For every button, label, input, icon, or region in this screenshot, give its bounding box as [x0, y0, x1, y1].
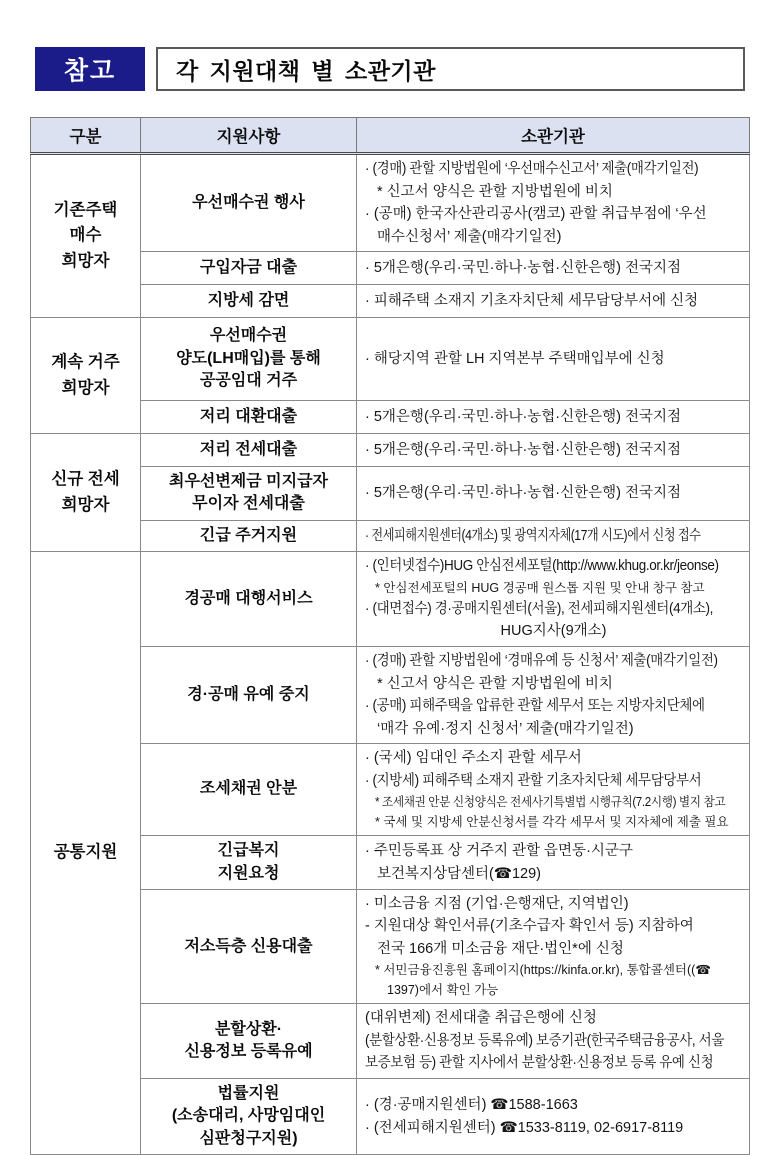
agency-line: · 피해주택 소재지 기초자치단체 세무담당부서에 신청 — [365, 292, 699, 309]
agency-line: 보건복지상담센터(☎129) — [377, 865, 541, 882]
support-cell — [141, 552, 357, 647]
agency-cell — [357, 401, 750, 434]
support-line: 우선매수권 — [209, 327, 288, 345]
agency-line: * 서민금융진흥원 홈페이지(https://kinfa.or.kr), 통합콜센터((☎ — [375, 963, 711, 978]
support-line: 우선매수권 행사 — [192, 193, 305, 211]
support-line: 조세채권 안분 — [199, 780, 298, 798]
page-header — [35, 47, 745, 91]
table-row — [31, 552, 750, 647]
agency-line: 매수신청서’ 제출(매각기일전) — [377, 228, 562, 245]
agency-cell — [357, 647, 750, 744]
agency-cell — [357, 318, 750, 401]
support-cell — [141, 401, 357, 434]
support-cell — [141, 285, 357, 318]
agency-line — [363, 1030, 744, 1053]
col-header-agency: 소관기관 — [357, 118, 750, 154]
agency-line: · 5개은행(우리·국민·하나·농협·신한은행) 전국지점 — [365, 441, 682, 458]
support-line: 긴급 주거지원 — [199, 526, 298, 544]
category-cell — [31, 318, 141, 434]
support-cell — [141, 318, 357, 401]
agency-cell — [357, 889, 750, 1004]
agency-line-text: * 조세채권 안분 신청양식은 전세사기특별법 시행규칙(7.2시행) 별지 참고 — [375, 795, 726, 810]
support-line: 구입자금 대출 — [199, 258, 298, 276]
support-line: 경공매 대행서비스 — [184, 589, 313, 607]
category-line: 계속 거주 — [51, 352, 120, 371]
agency-cell — [357, 434, 750, 467]
agency-line: · 미소금융 지점 (기업·은행재단, 지역법인) — [365, 895, 629, 912]
category-cell — [31, 552, 141, 1155]
support-cell — [141, 434, 357, 467]
agency-line-text: · (공매) 피해주택을 압류한 관할 세무서 또는 지방자치단체에 — [365, 698, 705, 715]
support-line: 양도(LH매입)를 통해 — [176, 349, 321, 367]
agency-line: · (전세피해지원센터) ☎1533-8119, 02-6917-8119 — [365, 1119, 684, 1136]
category-cell — [31, 154, 141, 318]
support-cell — [141, 889, 357, 1004]
agency-line-text: (분할상환·신용정보 등록유예) 보증기관(한국주택금융공사, 서울 — [365, 1032, 724, 1049]
agency-line: * 안심전세포털의 HUG 경공매 원스톱 지원 및 안내 창구 참고 — [375, 580, 705, 595]
support-cell — [141, 744, 357, 836]
support-cell — [141, 520, 357, 551]
category-line: 희망자 — [61, 251, 110, 270]
agency-line: * 국세 및 지방세 안분신청서를 각각 세무서 및 지자체에 제출 필요 — [375, 815, 729, 830]
agency-cell — [357, 744, 750, 836]
agency-line — [363, 1052, 744, 1075]
agency-line: · 5개은행(우리·국민·하나·농협·신한은행) 전국지점 — [365, 408, 682, 425]
agency-line: - 지원대상 확인서류(기초수급자 확인서 등) 지참하여 — [365, 918, 694, 935]
agency-cell — [357, 154, 750, 252]
agency-line: ‘매각 유예·정지 신청서’ 제출(매각기일전) — [377, 720, 634, 737]
category-line: 매수 — [69, 226, 102, 245]
agency-table — [30, 117, 750, 1155]
table-row — [31, 154, 750, 252]
agency-cell — [357, 1004, 750, 1079]
table-header — [31, 118, 750, 154]
support-cell — [141, 467, 357, 521]
header-row — [31, 118, 750, 154]
reference-badge: 참고 — [35, 47, 145, 91]
agency-line: * 신고서 양식은 관할 지방법원에 비치 — [377, 675, 613, 692]
col-header-support: 지원사항 — [141, 118, 357, 154]
page-title: 각 지원대책 별 소관기관 — [156, 47, 745, 91]
agency-line: HUG지사(9개소) — [500, 623, 607, 640]
support-line: 긴급복지 — [217, 842, 280, 860]
table-row — [31, 318, 750, 401]
agency-line — [363, 525, 744, 548]
agency-line — [363, 598, 744, 621]
agency-cell — [357, 285, 750, 318]
agency-line: · 5개은행(우리·국민·하나·농협·신한은행) 전국지점 — [365, 259, 682, 276]
support-line: 법률지원 — [217, 1084, 280, 1102]
support-line: 지원요청 — [217, 864, 280, 882]
category-cell — [31, 434, 141, 552]
agency-cell — [357, 520, 750, 551]
support-line: 지방세 감면 — [207, 291, 290, 309]
support-cell — [141, 1004, 357, 1079]
agency-line: · 주민등록표 상 거주지 관할 읍면동·시군구 — [365, 843, 633, 860]
col-header-category: 구분 — [31, 118, 141, 154]
agency-line-text: · (지방세) 피해주택 소재지 관할 기초자치단체 세무담당부서 — [365, 772, 702, 789]
agency-line: · 해당지역 관할 LH 지역본부 주택매입부에 신청 — [365, 350, 665, 367]
support-line: 최우선변제금 미지급자 — [168, 473, 328, 490]
agency-line-text: · (경매) 관할 지방법원에 ‘우선매수신고서’ 제출(매각기일전) — [365, 161, 699, 177]
agency-line: * 신고서 양식은 관할 지방법원에 비치 — [377, 183, 613, 200]
agency-line — [363, 792, 744, 812]
category-line: 공통지원 — [53, 843, 118, 862]
category-line: 신규 전세 — [51, 470, 120, 489]
category-line: 희망자 — [61, 495, 110, 514]
support-line: 심판청구지원) — [199, 1129, 298, 1147]
support-cell — [141, 154, 357, 252]
agency-line-text: · (대면접수) 경·공매지원센터(서울), 전세피해지원센터(4개소), — [365, 600, 714, 617]
agency-line — [363, 555, 744, 578]
support-line: 신용정보 등록유예 — [184, 1043, 313, 1061]
agency-line — [363, 158, 744, 181]
agency-line-text: · (경매) 관할 지방법원에 ‘경매유예 등 신청서’ 제출(매각기일전) — [365, 653, 718, 670]
agency-line: 전국 166개 미소금융 재단·법인*에 신청 — [377, 940, 624, 957]
agency-line — [363, 650, 744, 673]
agency-line-text: 보증보험 등) 관할 지사에서 분할상환·신용정보 등록 유예 신청 — [365, 1055, 714, 1072]
support-cell — [141, 252, 357, 285]
table-row — [31, 434, 750, 467]
support-line: 경·공매 유예 중지 — [187, 685, 310, 703]
support-line: 무이자 전세대출 — [192, 495, 305, 513]
agency-cell — [357, 467, 750, 521]
support-cell — [141, 836, 357, 890]
agency-line: · 5개은행(우리·국민·하나·농협·신한은행) 전국지점 — [365, 485, 682, 502]
support-line: 저리 전세대출 — [199, 440, 298, 458]
agency-line — [363, 770, 744, 793]
support-cell — [141, 647, 357, 744]
agency-line — [363, 695, 744, 718]
agency-cell — [357, 836, 750, 890]
agency-line: · (국세) 임대인 주소지 관할 세무서 — [365, 750, 582, 767]
agency-cell — [357, 252, 750, 285]
category-line: 희망자 — [61, 378, 110, 397]
agency-line-text: · 전세피해지원센터(4개소) 및 광역지자체(17개 시도)에서 신청 접수 — [365, 527, 701, 544]
support-line: (소송대리, 사망임대인 — [171, 1107, 326, 1125]
agency-cell — [357, 1078, 750, 1154]
agency-line: 1397)에서 확인 가능 — [387, 983, 499, 998]
support-line: 분할상환· — [214, 1020, 283, 1038]
support-cell — [141, 1078, 357, 1154]
agency-line-text: · (인터넷접수)HUG 안심전세포털(http://www.khug.or.kr/jeonse) — [365, 558, 719, 575]
agency-line: · (경·공매지원센터) ☎1588-1663 — [365, 1097, 578, 1114]
support-line: 공공임대 거주 — [199, 372, 298, 390]
agency-cell — [357, 552, 750, 647]
support-line: 저리 대환대출 — [199, 407, 298, 425]
category-line: 기존주택 — [53, 200, 118, 219]
agency-line: · (공매) 한국자산관리공사(캠코) 관할 취급부점에 ‘우선 — [365, 206, 707, 222]
agency-line: (대위변제) 전세대출 취급은행에 신청 — [365, 1010, 597, 1027]
support-line: 저소득층 신용대출 — [184, 937, 313, 955]
